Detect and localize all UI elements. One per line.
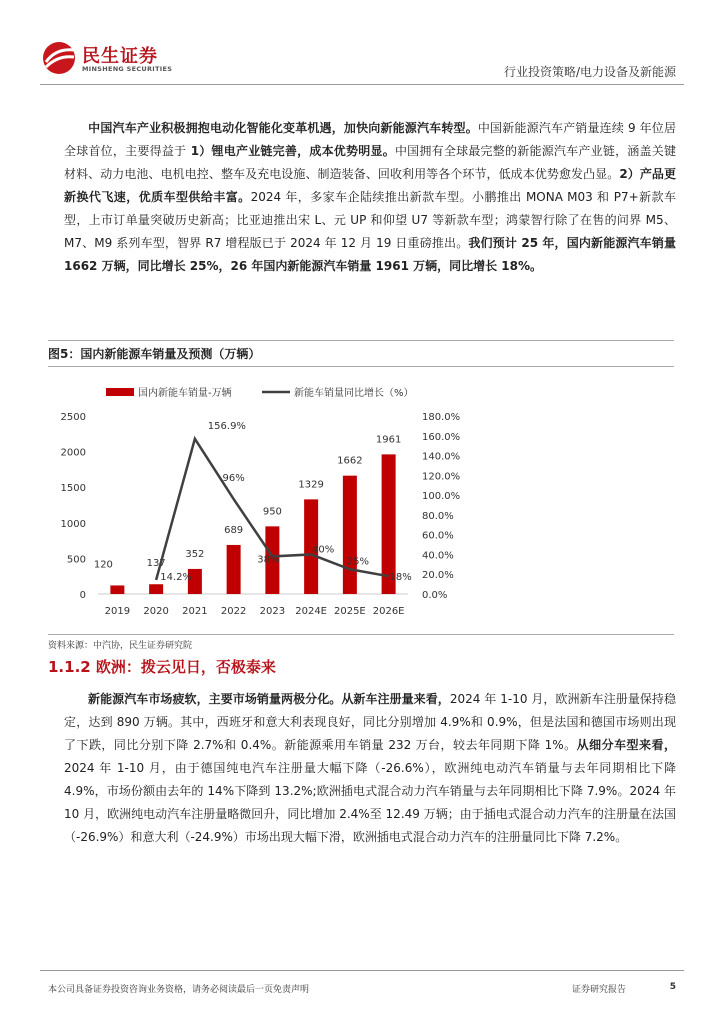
bar-2025E	[343, 476, 357, 594]
para1-text-1: 中国新能源汽车产销量连续 9 年位居全球首位，主要得益于	[64, 121, 676, 158]
y-left-tick: 2500	[60, 412, 86, 423]
y-left-tick: 1000	[60, 518, 86, 530]
figure-bottom-divider	[48, 634, 674, 635]
growth-label: 14.2%	[160, 571, 193, 583]
para2-text-1: 2024 年 1-10 月，欧洲新车注册量保持稳定，达到 890 万辆。其中，西班牙和意大利表现良好，同比分别增加 4.9%和 0.9%，但是法国和德国市场则出现了下跌，同比分别下降 2.7%和 0.4%。新能源乘用车销量 232 万台，较去年同期下降 1%。	[64, 692, 676, 752]
para2-text-2: 2024 年 1-10 月，由于德国纯电汽车注册量大幅下降（-26.6%），欧洲纯电动汽车销量与去年同期相比下降 4.9%，市场份额由去年的 14%下降到 13.2%;欧洲插电式混合动力汽车销量与去年同期相比下降 7.9%。2024 年 10 月，欧洲纯电动汽车注册量略微回升，同比增加 2.4%至 12.49 万辆；由于插电式混合动力汽车的注册量在法国（-26.9%）和意大利（-24.9%）市场出现大幅下滑，欧洲插电式混合动力汽车的注册量同比下降 7.2%。	[64, 761, 676, 844]
para1-bold-3: 2）产品更新换代飞速，优质车型供给丰富。	[64, 167, 676, 204]
para1-bold-4: 我们预计 25 年，国内新能源汽车销量 1662 万辆，同比增长 25%，26 年国内新能源汽车销量 1961 万辆，同比增长 18%。	[64, 236, 676, 273]
bar-value-label: 137	[146, 558, 166, 570]
footer-report-type: 证券研究报告	[571, 985, 626, 995]
bar-value-label: 1662	[337, 455, 363, 467]
para2-bold-2: 从细分车型来看，	[576, 738, 676, 752]
growth-label: 18%	[389, 572, 412, 584]
y-right-tick: 40.0%	[422, 550, 454, 562]
growth-label: 40%	[312, 544, 335, 556]
footer-disclaimer: 本公司具备证券投资咨询业务资格，请务必阅读最后一页免责声明	[48, 985, 310, 995]
bar-value-label: 689	[224, 524, 244, 536]
y-right-tick: 0.0%	[422, 590, 448, 601]
y-right-tick: 140.0%	[422, 451, 461, 463]
page-number: 5	[669, 982, 676, 992]
para1-text-3: 2024 年，多家车企陆续推出新款车型。小鹏推出 MONA M03 和 P7+新款车型，上市订单量突破历史新高；比亚迪推出宋 L、元 UP 和仰望 U7 等新款车型；鸿蒙智行除了在售的问界 M5、M7、M9 系列车型，智界 R7 增程版已于 2024 年 12 月 19 日重磅推出。	[64, 190, 676, 250]
growth-label: 38%	[257, 554, 280, 566]
bar-value-label: 120	[93, 559, 113, 571]
para1-text-2: 中国拥有全球最完整的新能源汽车产业链，涵盖关键材料、动力电池、电机电控、整车及充电设施、制造装备、回收利用等各个环节，低成本优势愈发凸显。	[64, 144, 676, 181]
bar-2020	[149, 584, 163, 594]
figure-title: 图5：国内新能源车销量及预测（万辆）	[48, 347, 261, 361]
bar-value-label: 950	[262, 506, 282, 518]
y-left-tick: 0	[79, 590, 86, 601]
y-left-tick: 2000	[60, 447, 86, 459]
header-divider	[40, 84, 684, 85]
figure-title-divider	[48, 366, 674, 367]
company-logo	[40, 38, 180, 78]
paragraph-europe-nev	[64, 688, 676, 849]
nev-sales-chart	[48, 372, 674, 630]
logo-text-cn: 民生证券	[82, 46, 158, 67]
bar-2019	[110, 585, 124, 594]
para1-bold-1: 中国汽车产业积极拥抱电动化智能化变革机遇，加快向新能源汽车转型。	[88, 121, 478, 135]
bar-value-label: 1329	[298, 479, 324, 491]
figure-top-divider	[48, 340, 674, 341]
y-right-tick: 20.0%	[422, 570, 454, 582]
legend-line-label: 新能车销量同比增长（%）	[294, 388, 414, 399]
footer-divider	[40, 970, 684, 971]
minsheng-logo-icon	[40, 40, 78, 76]
x-tick-label: 2019	[104, 606, 131, 617]
x-tick-label: 2020	[143, 606, 169, 617]
para2-bold-1: 新能源汽车市场疲软，主要市场销量两极分化。从新车注册量来看，	[88, 692, 450, 706]
y-right-tick: 120.0%	[422, 471, 461, 483]
growth-label: 96%	[222, 473, 245, 485]
growth-label: 25%	[346, 556, 369, 568]
x-tick-label: 2026E	[372, 606, 405, 617]
para1-bold-2: 1）锂电产业链完善，成本优势明显。	[186, 144, 395, 158]
report-category: 行业投资策略/电力设备及新能源	[503, 65, 676, 79]
y-left-tick: 1500	[60, 483, 86, 495]
legend-bar-label: 国内新能车销量-万辆	[138, 388, 232, 399]
x-tick-label: 2021	[182, 606, 208, 617]
figure-source: 资料来源：中汽协，民生证券研究院	[48, 641, 193, 651]
bar-value-label: 352	[185, 548, 205, 560]
x-tick-label: 2025E	[333, 606, 366, 617]
bar-value-label: 1961	[375, 434, 402, 446]
y-right-tick: 60.0%	[422, 530, 454, 542]
legend-bar-swatch	[106, 388, 134, 396]
x-tick-label: 2023	[259, 606, 286, 617]
x-tick-label: 2022	[220, 606, 247, 617]
logo-text-en: MINSHENG SECURITIES	[82, 65, 173, 73]
chart-legend	[106, 386, 414, 399]
y-right-tick: 80.0%	[422, 510, 454, 522]
x-tick-label: 2024E	[295, 606, 328, 617]
bar-2022	[227, 545, 241, 594]
paragraph-china-nev	[64, 117, 676, 278]
growth-label: 156.9%	[207, 420, 246, 432]
section-heading: 1.1.2 欧洲：拨云见日，否极泰来	[48, 658, 276, 676]
y-right-tick: 100.0%	[422, 491, 461, 503]
y-right-tick: 160.0%	[422, 431, 461, 443]
y-right-tick: 180.0%	[422, 412, 461, 423]
y-left-tick: 500	[66, 554, 86, 566]
